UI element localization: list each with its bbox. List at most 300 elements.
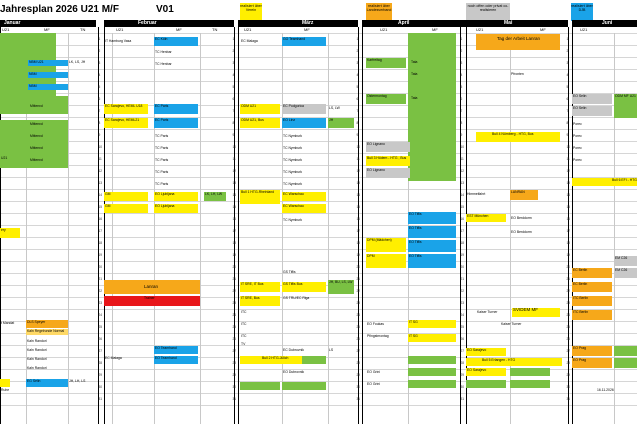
day-number: 30 — [98, 385, 103, 389]
cell-jun-itc2: ITC Berlin — [572, 310, 612, 320]
day-number: 2 — [566, 49, 569, 53]
day-number: 14 — [356, 193, 361, 197]
day-number: 1 — [460, 37, 463, 41]
day-number: 26 — [460, 337, 465, 341]
cell-apr-tata1: Tata — [411, 60, 418, 64]
day-number: 13 — [232, 181, 237, 185]
day-number: 20 — [98, 265, 103, 269]
day-number: 27 — [566, 349, 571, 353]
day-number: 27 — [232, 349, 237, 353]
day-number: 24 — [460, 313, 465, 317]
day-number: 29 — [460, 373, 465, 377]
legend-offen: noch offen oder privat co-realisieren — [466, 3, 510, 21]
day-number: 7 — [460, 109, 463, 113]
day-number: 20 — [232, 265, 237, 269]
column-line — [328, 33, 329, 424]
day-number: 8 — [460, 121, 463, 125]
day-number: 17 — [356, 229, 361, 233]
cell-jun-berlin: EC Berlin — [572, 268, 612, 278]
day-number: 31 — [460, 397, 465, 401]
cell-jun-berlin2: EC Berlin — [572, 282, 612, 292]
day-number: 8 — [98, 121, 101, 125]
cell-jun-em2: EM C26 — [614, 268, 637, 278]
cell-mar-ecmalaga: EC Malaga — [241, 39, 258, 43]
day-number: 4 — [356, 73, 359, 77]
cell-feb-tcparis1: TC Paris — [155, 134, 169, 138]
day-number: 3 — [566, 61, 569, 65]
day-number: 6 — [460, 97, 463, 101]
col-mf: MF — [176, 27, 182, 32]
cell-mar-gotfs2: GS Tiflis Bus — [282, 282, 326, 292]
day-number: 31 — [98, 397, 103, 401]
day-number: 24 — [98, 313, 103, 317]
cell-feb-tcparis5: TC Paris — [155, 182, 169, 186]
day-number: 23 — [460, 301, 465, 305]
day-number: 25 — [356, 325, 361, 329]
day-number: 2 — [460, 49, 463, 53]
day-number: 2 — [356, 49, 359, 53]
day-number: 6 — [356, 97, 359, 101]
col-tn: TN — [80, 27, 86, 32]
col-u21: U21 — [580, 27, 588, 32]
day-number: 25 — [98, 325, 103, 329]
cell-mar-tv: TV — [241, 342, 246, 346]
column-line — [282, 33, 283, 424]
cell-jun-green — [614, 346, 637, 356]
day-number: 24 — [356, 313, 361, 317]
day-number: 14 — [98, 193, 103, 197]
day-number: 11 — [460, 157, 464, 161]
day-number: 5 — [460, 85, 463, 89]
day-number: 15 — [460, 205, 465, 209]
day-number: 16 — [232, 217, 237, 221]
day-number: 9 — [98, 133, 101, 137]
cell-mar-odm2: ODM U21, Bus — [240, 118, 280, 128]
row-line — [0, 69, 637, 70]
cell-mar-odm: ODM U21 — [240, 104, 280, 114]
cell-jan-regel: Kaln Regelrunde Normal — [26, 329, 68, 335]
day-number: 12 — [356, 169, 361, 173]
row-line — [0, 189, 637, 190]
day-number: 5 — [356, 85, 359, 89]
day-number: 30 — [356, 385, 361, 389]
column-line — [200, 33, 201, 424]
cell-feb-ecparis3: EC Paris — [154, 118, 198, 128]
day-number: 26 — [356, 337, 361, 341]
cell-apr-lignano: EO Lignano — [366, 142, 410, 152]
cell-mar-ecriga: GS TRU/EC Riga — [283, 296, 310, 300]
day-number: 15 — [98, 205, 103, 209]
cell-feb-tcparis2: TC Paris — [155, 146, 169, 150]
day-number: 29 — [98, 373, 103, 377]
cell-mai-ecsar2: EO Sarajevo — [466, 368, 506, 376]
day-number: 14 — [566, 193, 571, 197]
day-number: 23 — [566, 301, 571, 305]
day-number: 17 — [98, 229, 103, 233]
cell-jan-mandat: t Mandat — [1, 321, 15, 325]
cell-mar-green3 — [282, 382, 326, 390]
cell-jan-speyer: DLS Speyer — [26, 320, 68, 328]
day-number: 10 — [232, 145, 237, 149]
cell-jan-nbm: NBM U21 — [28, 60, 68, 66]
day-number: 19 — [98, 253, 103, 257]
day-number: 4 — [460, 73, 463, 77]
cell-mar-bull1: Bull 1 HTG-Rheinland — [240, 190, 280, 204]
cell-apr-tata2: Tata — [411, 72, 418, 76]
day-number: 10 — [566, 145, 571, 149]
day-number: 3 — [460, 61, 463, 65]
cell-mar-itsre: IT SRE, IT Bus — [240, 282, 280, 292]
day-number: 25 — [566, 325, 571, 329]
cell-feb-lklm: LK, LH, LW — [204, 192, 226, 201]
row-line — [0, 177, 637, 178]
day-number: 3 — [232, 61, 235, 65]
day-number: 10 — [460, 145, 465, 149]
cell-mar-ls: LS — [329, 348, 334, 352]
day-number: 10 — [356, 145, 361, 149]
day-number: 16 — [566, 217, 571, 221]
day-number: 27 — [460, 349, 465, 353]
day-number: 15 — [232, 205, 237, 209]
legend-verein: realisiert über Verein — [240, 3, 262, 21]
cell-apr-dpm2: DPM — [366, 254, 406, 268]
cell-jan-randori3: Kaln Randori — [27, 357, 47, 361]
row-line — [0, 57, 637, 58]
col-u21: U21 — [380, 27, 388, 32]
cell-feb-tk1: EO Teamhand — [154, 346, 198, 354]
day-number: 11 — [566, 157, 570, 161]
day-number: 22 — [98, 289, 103, 293]
day-number: 4 — [566, 73, 569, 77]
day-number: 26 — [232, 337, 237, 341]
day-number: 16 — [356, 217, 361, 221]
cell-jun-porec3: Porec — [573, 146, 582, 150]
day-number: 15 — [356, 205, 361, 209]
cell-jan-mitte2: Mittenrol — [0, 120, 68, 132]
cell-mar-bull2: Bull 2 HTG-Jülich — [240, 356, 302, 364]
cell-jun-porec4: Porec — [573, 158, 582, 162]
cell-mar-itsre2: IT SRE, Bus — [240, 296, 280, 306]
cell-feb-lanran: Lanran — [104, 280, 200, 294]
day-number: 1 — [232, 37, 235, 41]
day-number: 19 — [566, 253, 571, 257]
day-number: 18 — [566, 241, 571, 245]
cell-apr-tiflis2: EO Tiflis — [408, 226, 456, 238]
day-number: 6 — [566, 97, 569, 101]
row-line — [0, 93, 637, 94]
cell-mai-pfronten: Pfronten — [511, 72, 524, 76]
day-number: 9 — [460, 133, 463, 137]
cell-apr-green2 — [408, 368, 456, 376]
cell-mar-ecdub2: EO Dubrovnik — [283, 370, 305, 374]
cell-apr-ecgrin: EO Grini — [367, 370, 380, 374]
cell-mai-date: 16.11.2026 — [597, 388, 614, 392]
cell-apr-tata3: Tata — [411, 96, 418, 100]
col-u21: U21 — [116, 27, 124, 32]
day-number: 1 — [356, 37, 359, 41]
cell-mar-gotfs: GS Tiflis — [283, 270, 296, 274]
cell-jun-ecsel2: EO Selin — [572, 106, 612, 116]
cell-jun-green2 — [614, 358, 637, 368]
day-number: 9 — [232, 133, 235, 137]
cell-mai-lanran: LANRAN — [510, 190, 538, 200]
day-number: 29 — [566, 373, 571, 377]
cell-jan-small — [0, 379, 10, 387]
row-line — [0, 405, 637, 406]
cell-mai-ecberd2: EO Berddorm — [511, 230, 532, 234]
day-number: 21 — [356, 277, 361, 281]
cell-apr-tiflis4: EO Tiflis — [408, 254, 456, 268]
legend-djb: realisiert über DJB — [571, 3, 593, 21]
day-number: 21 — [98, 277, 103, 281]
column-line — [68, 33, 69, 424]
cell-apr-ost: Ostermontag — [366, 94, 406, 104]
cell-jan-mitte1: Mittenrol — [0, 102, 68, 114]
cell-feb-eclub: EO Ljubljana — [154, 192, 198, 201]
cell-feb-tcparis4: TC Paris — [155, 170, 169, 174]
cell-mar-ecwar2: EC Warschau — [282, 204, 326, 213]
day-number: 3 — [98, 61, 101, 65]
cell-apr-ecgrin2: EO Grini — [367, 382, 380, 386]
column-divider — [362, 27, 363, 424]
day-number: 22 — [356, 289, 361, 293]
cell-mar-tc1: TC Nymburk — [283, 134, 303, 138]
cell-feb-tc2: TC Henbar — [155, 62, 172, 66]
cell-mar-ecwar: EC Warschau — [282, 192, 326, 201]
day-number: 16 — [460, 217, 465, 221]
day-number: 30 — [232, 385, 237, 389]
cell-mai-bull5: Bull 5 Erlangen - HTG — [466, 358, 562, 366]
day-number: 30 — [566, 385, 571, 389]
cell-jun-odm: ODM MF U21 — [614, 94, 637, 118]
cell-jun-bull6: Bull 6 EFI - HTG — [572, 178, 637, 186]
day-number: 19 — [356, 253, 361, 257]
cell-jan-u21: U21 — [1, 156, 8, 160]
col-mf: MF — [432, 27, 438, 32]
cell-mai-green2 — [466, 380, 506, 388]
day-number: 28 — [98, 361, 103, 365]
cell-mar-itc: ITC — [241, 310, 247, 314]
day-number: 4 — [232, 73, 235, 77]
cell-jan-ruhe: Ruhe — [1, 388, 10, 392]
day-number: 10 — [98, 145, 103, 149]
day-number: 17 — [232, 229, 237, 233]
cell-feb-ft: IT Hamburg Vasa — [105, 39, 132, 43]
cell-jan-ery: ery — [0, 228, 20, 238]
row-line — [0, 129, 637, 130]
day-number: 12 — [98, 169, 103, 173]
cell-mar-green — [302, 356, 326, 364]
day-number: 21 — [232, 277, 237, 281]
cell-jan-randori1: Kaln Randori — [27, 339, 47, 343]
cell-jan-mitte3: Mittenrol — [0, 132, 68, 144]
day-number: 7 — [232, 109, 235, 113]
cell-mai-kaiser: Kaiser Turner — [477, 310, 498, 314]
cell-mar-itc3: ITC — [241, 334, 247, 338]
cell-feb-ecsarajevo: EC Sarajevo, HEML U18 — [104, 104, 148, 114]
day-number: 26 — [98, 337, 103, 341]
day-number: 17 — [566, 229, 571, 233]
cell-mai-est: EST München — [466, 214, 506, 222]
day-number: 22 — [566, 289, 571, 293]
cell-jun-em1: EM C26 — [614, 256, 637, 266]
day-number: 27 — [356, 349, 361, 353]
day-number: 31 — [356, 397, 361, 401]
day-number: 19 — [232, 253, 237, 257]
day-number: 8 — [566, 121, 569, 125]
row-line — [0, 345, 637, 346]
cell-jan-mitte5: Mittenrol — [0, 156, 68, 168]
day-number: 29 — [232, 373, 237, 377]
cell-mar-tc6: TC Nymburk — [283, 218, 303, 222]
day-number: 2 — [232, 49, 235, 53]
row-line — [0, 165, 637, 166]
cell-apr-dpm: DPM (Mädchen) — [366, 238, 406, 252]
cell-mai-svidem: SVIDEM MF — [512, 308, 560, 317]
day-number: 13 — [566, 181, 571, 185]
cell-jan-mitte4: Mittenrol — [0, 144, 68, 156]
day-number: 17 — [460, 229, 465, 233]
day-number: 24 — [232, 313, 237, 317]
cell-apr-itsg: IT SG — [408, 320, 456, 328]
day-number: 13 — [460, 181, 465, 185]
day-number: 1 — [98, 37, 101, 41]
cell-mar-itc2: ITC — [241, 322, 247, 326]
cell-jun-ecsel: EO Selin — [572, 94, 612, 104]
cell-jun-prag2: EO Prag — [572, 358, 612, 368]
cell-mai-bull4: Bull 4 Nürnberg - HTG, Bus — [476, 132, 560, 142]
cell-apr-tiflis: EO Tiflis — [408, 212, 456, 224]
day-number: 18 — [98, 241, 103, 245]
column-line — [154, 33, 155, 424]
cell-mar-eclinz: EO Linz — [282, 118, 326, 128]
month-header-juni: Juni — [572, 20, 637, 27]
row-line — [0, 321, 637, 322]
day-number: 13 — [356, 181, 361, 185]
day-number: 28 — [566, 361, 571, 365]
col-u21: U21 — [2, 27, 10, 32]
day-number: 14 — [232, 193, 237, 197]
cell-apr-itsg2: IT SG — [408, 334, 456, 342]
col-tn: TN — [212, 27, 218, 32]
cell-mai-tag: Tag der Arbeit Lanran — [476, 34, 560, 50]
cell-feb-tk2: EO Teamhand — [154, 356, 198, 364]
cell-jan-selin: EG Selin — [26, 379, 68, 387]
row-line — [0, 393, 637, 394]
cell-mar-green2 — [240, 382, 280, 390]
cell-mar-jh: JH — [328, 118, 354, 128]
day-number: 5 — [98, 85, 101, 89]
cell-mai-kaiser2: Kaiser Turner — [501, 322, 522, 326]
day-number: 14 — [460, 193, 465, 197]
cell-apr-green3 — [408, 380, 456, 388]
day-number: 23 — [356, 301, 361, 305]
cell-mai-ecsar: EO Sarajevo — [466, 348, 506, 356]
row-line — [0, 237, 637, 238]
day-number: 30 — [460, 385, 465, 389]
day-number: 27 — [98, 349, 103, 353]
cell-mar-tc2: TC Nymburk — [283, 146, 303, 150]
cell-feb-gm: GM — [104, 192, 148, 201]
col-mf: MF — [540, 27, 546, 32]
month-header-april: April — [362, 20, 460, 27]
cell-apr-karfr: Karfreitag — [366, 58, 406, 68]
page-title: Jahresplan 2026 U21 M/F — [0, 4, 119, 15]
day-number: 4 — [98, 73, 101, 77]
month-header-mai: Mai — [460, 20, 568, 27]
legend-landesverband: realisiert über Landesverband — [366, 3, 392, 21]
month-header-februar: Februar — [104, 20, 234, 27]
col-u21: U21 — [476, 27, 484, 32]
cell-mai-himmel: Himmelfahrt — [467, 192, 486, 196]
col-u21: U21 — [244, 27, 252, 32]
cell-feb-tc1: TC Henbar — [155, 50, 172, 54]
row-line — [0, 249, 637, 250]
day-number: 28 — [232, 361, 237, 365]
cell-mar-lslw2: JH, BU, LS, LW — [328, 280, 354, 294]
day-number: 16 — [98, 217, 103, 221]
col-mf: MF — [44, 27, 50, 32]
day-number: 20 — [566, 265, 571, 269]
cell-jan-randori2: Kaln Randori — [27, 348, 47, 352]
cell-mar-tc5: TC Nymburk — [283, 182, 303, 186]
cell-feb-eclub2: EO Ljubljana — [154, 204, 198, 213]
day-number: 6 — [232, 97, 235, 101]
row-line — [0, 201, 637, 202]
day-number: 19 — [460, 253, 465, 257]
day-number: 26 — [566, 337, 571, 341]
row-line — [0, 81, 637, 82]
column-divider — [238, 27, 239, 424]
day-number: 25 — [232, 325, 237, 329]
day-number: 23 — [232, 301, 237, 305]
cell-mar-geteam: GO Teamhand — [282, 37, 326, 46]
day-number: 29 — [356, 373, 361, 377]
cell-mar-lslw: LS, LW — [329, 106, 340, 110]
day-number: 5 — [566, 85, 569, 89]
cell-feb-tcparis3: TC Paris — [155, 158, 169, 162]
day-number: 12 — [566, 169, 571, 173]
cell-feb-gm2: GM — [104, 204, 148, 213]
cell-mar-tc3: TC Nymburk — [283, 158, 303, 162]
row-line — [0, 261, 637, 262]
day-number: 28 — [460, 361, 465, 365]
cell-mai-ecberd: EO Berddorm — [511, 216, 532, 220]
cell-jan-randori4: Kaln Randori — [27, 366, 47, 370]
cell-jun-prag: EO Prag — [572, 346, 612, 356]
day-number: 22 — [460, 289, 465, 293]
day-number: 12 — [232, 169, 237, 173]
cell-apr-ecfoukas: EO Foukas — [367, 322, 384, 326]
day-number: 23 — [98, 301, 103, 305]
row-line — [0, 153, 637, 154]
cell-jun-porec1: Porec — [573, 122, 582, 126]
day-number: 18 — [460, 241, 465, 245]
month-header-maerz: März — [238, 20, 358, 27]
column-divider — [104, 27, 105, 424]
cell-feb-ecparis: EC Sarajevo, HEML21 — [104, 118, 148, 128]
cell-apr-pfingst: Pfingstmontag — [367, 334, 389, 338]
cell-feb-ecparis2: EC Paris — [154, 104, 198, 114]
day-number: 24 — [566, 313, 571, 317]
day-number: 5 — [232, 85, 235, 89]
version-label: V01 — [156, 4, 174, 15]
cell-feb-mldags: EC Malaga — [105, 356, 122, 360]
day-number: 31 — [566, 397, 571, 401]
cell-jan-nbm3: NBM — [28, 84, 68, 90]
day-number: 18 — [356, 241, 361, 245]
day-number: 20 — [356, 265, 361, 269]
